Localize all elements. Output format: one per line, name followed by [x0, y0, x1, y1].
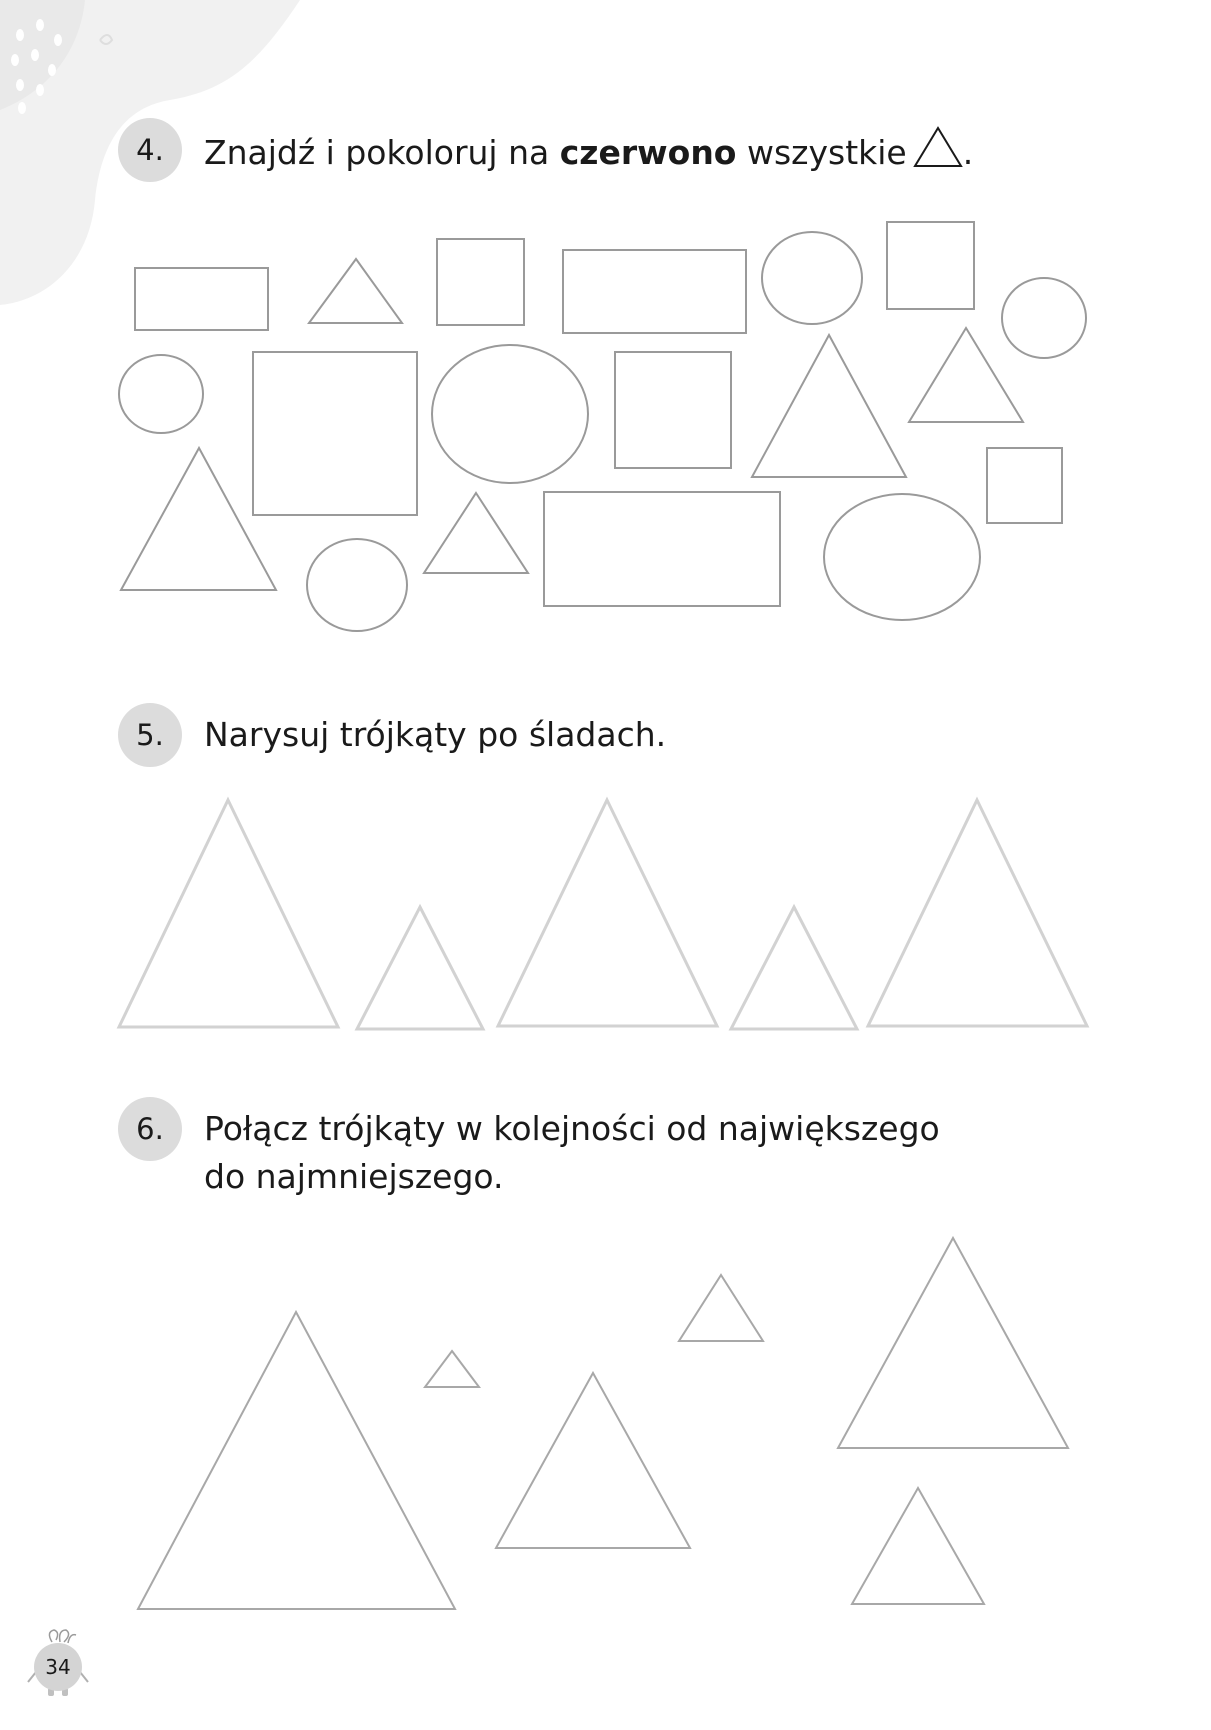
highlight-color-word: czerwono	[559, 133, 737, 172]
task-instruction: Znajdź i pokoloruj na czerwono wszystkie .	[204, 126, 973, 181]
triangle-small[interactable]	[679, 1275, 763, 1341]
task-number-badge: 6.	[118, 1097, 182, 1161]
task-instruction: Narysuj trójkąty po śladach.	[204, 715, 667, 754]
triangle-medium[interactable]	[496, 1373, 690, 1548]
triangle-large[interactable]	[838, 1238, 1068, 1448]
task-number-badge: 4.	[118, 118, 182, 182]
task-instruction: Połącz trójkąty w kolejności od największego do najmniejszego.	[204, 1109, 940, 1196]
triangle-largest[interactable]	[138, 1312, 455, 1609]
task-number-badge: 5.	[118, 703, 182, 767]
triangle-medium-small[interactable]	[852, 1488, 984, 1604]
triangle-smallest[interactable]	[425, 1351, 479, 1387]
page-number: 34	[34, 1643, 82, 1691]
